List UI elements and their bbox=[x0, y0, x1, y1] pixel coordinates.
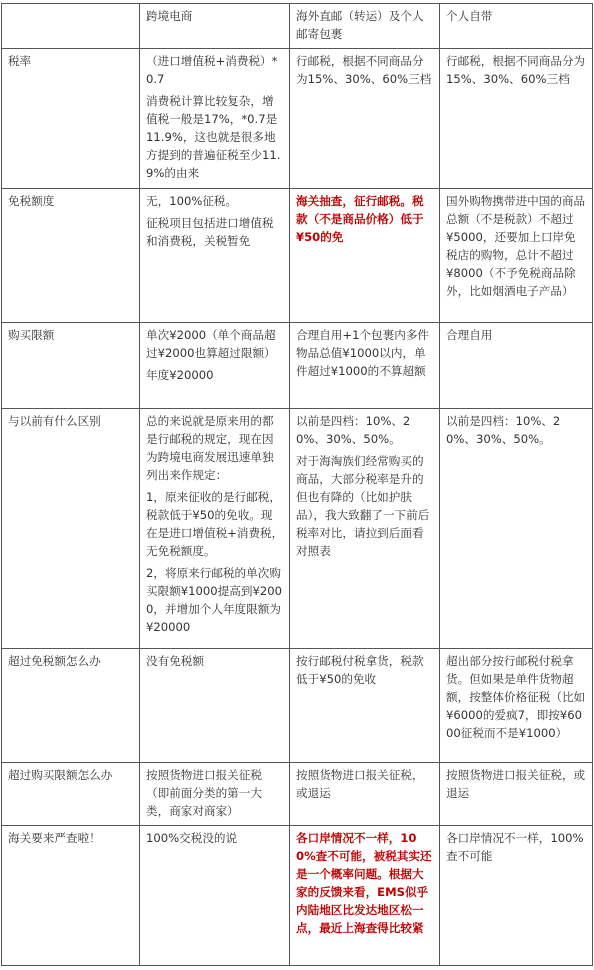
cell-text: 没有免税额 bbox=[146, 654, 204, 668]
cell-text: 对于海淘族们经常购买的商品，大部分税率是升的但也有降的（比如护肤品），我大致翻了一下前后税率对比，请拉到后面看对照表 bbox=[296, 454, 430, 558]
cell-text: 100%交税没的说 bbox=[146, 831, 238, 845]
cell-text: 按行邮税付税拿货，税款低于¥50的免收 bbox=[296, 654, 424, 686]
cell-personal-carry bbox=[440, 649, 593, 763]
cell-text: 行邮税，根据不同商品分为15%、30%、60%三档 bbox=[446, 54, 586, 86]
cell-cross-border bbox=[140, 649, 290, 763]
cell-text-highlight: 各口岸情况不一样，100%查不可能，被税其实还是一个概率问题。根据大家的反馈来看，EMS似乎内陆地区比发达地区松一点，最近上海查得比较紧 bbox=[296, 831, 432, 935]
table-row-tax-rate bbox=[2, 49, 593, 189]
cell-text: 按照货物进口报关征税，或退运 bbox=[296, 768, 424, 800]
cell-text: 合理自用+1个包裹内多件物品总值¥1000以内，单件超过¥1000的不算超额 bbox=[296, 328, 430, 378]
cell-cross-border bbox=[140, 826, 290, 966]
cell-cross-border bbox=[140, 189, 290, 323]
cell-text: 无，100%征税。 bbox=[146, 194, 238, 208]
row-label: 海关要来严查啦！ bbox=[2, 826, 140, 966]
cell-direct-mail bbox=[290, 323, 440, 409]
cell-personal-carry bbox=[440, 189, 593, 323]
cell-text: 以前是四档：10%、20%、30%、50%。 bbox=[446, 414, 561, 446]
cell-text: 各口岸情况不一样，100%查不可能 bbox=[446, 831, 584, 863]
row-label: 购买限额 bbox=[2, 323, 140, 409]
table-row-customs-check bbox=[2, 826, 593, 966]
cell-personal-carry bbox=[440, 323, 593, 409]
cell-text: 按照货物进口报关征税（即前面分类的第一大类，商家对商家） bbox=[146, 768, 262, 818]
cell-direct-mail bbox=[290, 763, 440, 826]
cell-text: 按照货物进口报关征税，或退运 bbox=[446, 768, 586, 800]
cell-text: （进口增值税+消费税）*0.7 bbox=[146, 54, 278, 86]
cell-cross-border bbox=[140, 409, 290, 649]
cell-personal-carry bbox=[440, 409, 593, 649]
table-row-over-exemption bbox=[2, 649, 593, 763]
cell-personal-carry bbox=[440, 763, 593, 826]
cell-text: 征税项目包括进口增值税和消费税，关税暂免 bbox=[146, 216, 274, 248]
row-label: 税率 bbox=[2, 49, 140, 189]
cell-direct-mail bbox=[290, 49, 440, 189]
cell-text: 总的来说就是原来用的都是行邮税的规定，现在因为跨境电商发展迅速单独列出来作规定： bbox=[146, 414, 274, 482]
header-direct-mail: 海外直邮（转运）及个人邮寄包裹 bbox=[290, 4, 440, 49]
cell-cross-border bbox=[140, 763, 290, 826]
cell-direct-mail bbox=[290, 189, 440, 323]
cell-cross-border bbox=[140, 49, 290, 189]
table-row-over-limit bbox=[2, 763, 593, 826]
table-row-exemption bbox=[2, 189, 593, 323]
cell-text: 行邮税，根据不同商品分为15%、30%、60%三档 bbox=[296, 54, 432, 86]
row-label: 超过购买限额怎么办 bbox=[2, 763, 140, 826]
comparison-table bbox=[1, 3, 593, 966]
row-label: 免税额度 bbox=[2, 189, 140, 323]
cell-text: 单次¥2000（单个商品超过¥2000也算超过限额） bbox=[146, 328, 276, 360]
table-row-difference bbox=[2, 409, 593, 649]
cell-direct-mail bbox=[290, 826, 440, 966]
cell-text: 1，原来征收的是行邮税，税款低于¥50的免收。现在是进口增值税+消费税，无免税额度。 bbox=[146, 490, 284, 558]
header-row bbox=[2, 4, 593, 49]
cell-text: 消费税计算比较复杂，增值税一般是17%，*0.7是11.9%，这也就是很多地方提到的普遍征税至少11.9%的由来 bbox=[146, 94, 281, 180]
table-row-purchase-limit bbox=[2, 323, 593, 409]
header-cross-border-ecommerce: 跨境电商 bbox=[140, 4, 290, 49]
cell-text: 超出部分按行邮税付税拿货。但如果是单件货物超额，按整体价格征税（比如¥6000的爱疯7，即按¥6000征税而不是¥1000） bbox=[446, 654, 586, 740]
cell-text: 以前是四档：10%、20%、30%、50%。 bbox=[296, 414, 411, 446]
cell-personal-carry bbox=[440, 49, 593, 189]
cell-personal-carry bbox=[440, 826, 593, 966]
header-personal-carry: 个人自带 bbox=[440, 4, 593, 49]
cell-text: 年度¥20000 bbox=[146, 368, 214, 382]
cell-cross-border bbox=[140, 323, 290, 409]
cell-text: 2，将原来行邮税的单次购买限额¥1000提高到¥2000，并增加个人年度限额为¥20000 bbox=[146, 566, 282, 634]
cell-direct-mail bbox=[290, 649, 440, 763]
cell-direct-mail bbox=[290, 409, 440, 649]
row-label: 与以前有什么区别 bbox=[2, 409, 140, 649]
header-cell-empty bbox=[2, 4, 140, 49]
cell-text: 国外购物携带进中国的商品总额（不是税款）不超过¥5000，还要加上口岸免税店的购物，总计不超过¥8000（不予免税商品除外，比如烟酒电子产品） bbox=[446, 194, 586, 298]
cell-text-highlight: 海关抽查，征行邮税。税款（不是商品价格）低于¥50的免 bbox=[296, 194, 424, 244]
row-label: 超过免税额怎么办 bbox=[2, 649, 140, 763]
cell-text: 合理自用 bbox=[446, 328, 493, 342]
